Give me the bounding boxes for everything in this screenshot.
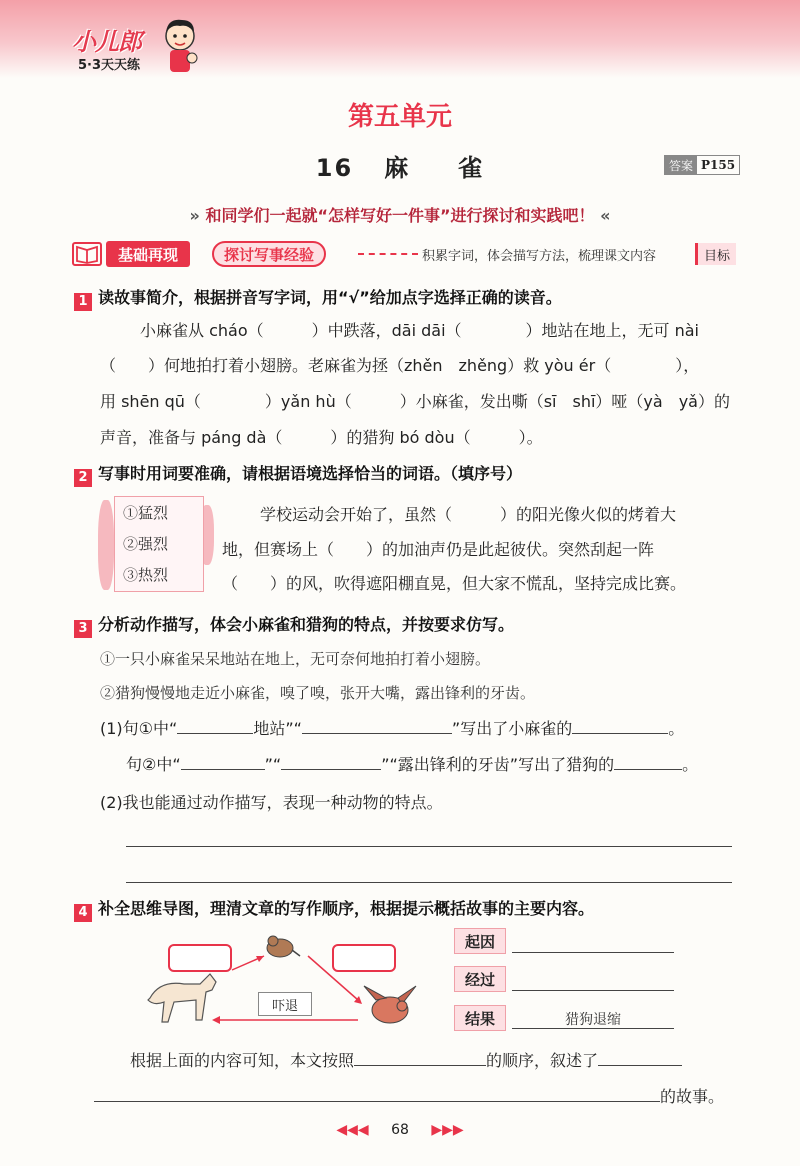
intro-banner [0, 203, 800, 226]
q3-p2c: ”“露出锋利的牙齿”写出了猎狗的 [381, 755, 615, 774]
q1-number: 1 [74, 293, 92, 311]
q3-p2d: 。 [682, 755, 699, 774]
q3-p1d: 。 [668, 719, 685, 738]
q1-line-1: 小麻雀从 cháo（ ）中跌落，dāi dāi（ ）地站在地上，无可 nài [140, 321, 699, 340]
q3-blank-1[interactable] [177, 718, 253, 734]
q3-part1-line1 [100, 716, 684, 739]
q4-title-text: 补全思维导图，理清文章的写作顺序，根据提示概括故事的主要内容。 [98, 899, 595, 918]
q3-p2b: ”“ [264, 755, 282, 774]
small-sparrow-icon [267, 936, 300, 957]
q1-line-4: 声音，准备与 páng dà（ ）的猎狗 bó dòu（ ）。 [100, 428, 543, 447]
lesson-number: 16 [315, 154, 354, 182]
q2-title [74, 461, 522, 487]
mind-map-box-left[interactable] [168, 944, 232, 972]
lesson-title-b: 雀 [458, 154, 485, 182]
q2-option-1: ①猛烈 [123, 504, 169, 522]
q3-answer-line-1[interactable] [126, 846, 732, 847]
conclusion-a: 根据上面的内容可知，本文按照 [130, 1051, 355, 1070]
q1-line-3: 用 shēn qū（ ）yǎn hù（ ）小麻雀，发出嘶（sī shī）哑（yà yǎ）的 [100, 392, 730, 411]
answer-page-tag [664, 155, 740, 175]
section-divider [358, 253, 418, 255]
q3-sentence-2: ②猎狗慢慢地走近小麻雀，嗅了嗅，张开大嘴，露出锋利的牙齿。 [100, 684, 536, 702]
q3-answer-line-2[interactable] [126, 882, 732, 883]
q2-option-3: ③热烈 [123, 566, 169, 584]
label-result: 结果 [454, 1005, 506, 1031]
page-number: 68 [391, 1122, 409, 1138]
book-icon [72, 242, 102, 266]
banner-text: 和同学们一起就“怎样写好一件事”进行探讨和实践吧！ [205, 206, 595, 225]
unit-title: 第五单元 [347, 102, 452, 132]
section-header [72, 240, 736, 268]
conclusion-b: 的顺序，叙述了 [486, 1051, 599, 1070]
lesson-title-a: 麻 [384, 154, 411, 182]
mind-map-center-label: 吓退 [258, 992, 312, 1016]
q3-part2: (2)我也能通过动作描写，表现一种动物的特点。 [100, 793, 443, 812]
q2-options-box [114, 496, 204, 592]
section-description: 积累字词，体会描写方法，梳理课文内容 [422, 249, 657, 264]
q3-blank-5[interactable] [281, 754, 381, 770]
brand-name: 小儿郎 [72, 28, 141, 56]
q4-title [74, 896, 594, 922]
q3-part1-line2 [126, 752, 698, 775]
section-subtitle: 探讨写事经验 [212, 241, 326, 267]
q3-number: 3 [74, 620, 92, 638]
q2-line-2: 地，但赛场上（ ）的加油声仍是此起彼伏。突然刮起一阵 [222, 540, 655, 559]
process-answer-line[interactable] [512, 990, 674, 991]
mascot-boy-icon [160, 14, 200, 76]
conclusion-blank-1[interactable] [354, 1050, 486, 1066]
page-footer [0, 1122, 800, 1138]
conclusion-blank-2[interactable] [598, 1050, 682, 1066]
label-cause: 起因 [454, 928, 506, 954]
q1-line-2: （ ）何地拍打着小翅膀。老麻雀为拯（zhěn zhěng）救 yòu ér（ ）， [100, 356, 700, 375]
section-title: 基础再现 [106, 241, 190, 267]
banner-left-chevron: » [189, 206, 200, 225]
answer-label: 答案 [665, 156, 697, 174]
q2-title-text: 写事时用词要准确，请根据语境选择恰当的词语。（填序号） [98, 464, 523, 483]
q3-blank-4[interactable] [181, 754, 265, 770]
q4-conclusion-line2 [94, 1084, 724, 1107]
decor-splash-left [98, 500, 114, 590]
banner-right-chevron: « [600, 206, 611, 225]
conclusion-c: 的故事。 [660, 1087, 725, 1106]
q3-blank-3[interactable] [572, 718, 668, 734]
section-goal: 目标 [695, 243, 736, 265]
mind-map-box-right[interactable] [332, 944, 396, 972]
q4-conclusion-line1 [130, 1048, 682, 1071]
q1-title [74, 285, 562, 311]
q3-blank-2[interactable] [302, 718, 452, 734]
q4-number: 4 [74, 904, 92, 922]
q2-number: 2 [74, 469, 92, 487]
conclusion-blank-3[interactable] [94, 1086, 660, 1102]
dog-icon [148, 974, 216, 1022]
q3-p1c: ”写出了小麻雀的 [451, 719, 573, 738]
q2-line-3: （ ）的风，吹得遮阳棚直晃，但大家不慌乱，坚持完成比赛。 [222, 574, 687, 593]
q2-option-2: ②强烈 [123, 535, 169, 553]
cause-answer-line[interactable] [512, 952, 674, 953]
q3-blank-6[interactable] [614, 754, 682, 770]
label-process: 经过 [454, 966, 506, 992]
q3-p1a: (1)句①中“ [100, 719, 178, 738]
q3-p1b: 地站”“ [253, 719, 302, 738]
q3-title [74, 612, 514, 638]
q3-title-text: 分析动作描写，体会小麻雀和猎狗的特点，并按要求仿写。 [98, 615, 515, 634]
q2-line-1: 学校运动会开始了，虽然（ ）的阳光像火似的烤着大 [260, 505, 677, 524]
result-answer[interactable]: 猎狗退缩 [512, 1009, 674, 1029]
q1-title-text: 读故事简介，根据拼音写字词，用“√”给加点字选择正确的读音。 [98, 288, 562, 307]
answer-page: P155 [701, 158, 736, 172]
brand-sub: 5·3天天练 [78, 58, 141, 73]
q3-p2a: 句②中“ [126, 755, 181, 774]
next-arrows-icon: ▶▶▶ [431, 1122, 464, 1138]
big-sparrow-icon [364, 986, 416, 1023]
prev-arrows-icon: ◀◀◀ [336, 1122, 369, 1138]
q3-sentence-1: ①一只小麻雀呆呆地站在地上，无可奈何地拍打着小翅膀。 [100, 650, 491, 668]
